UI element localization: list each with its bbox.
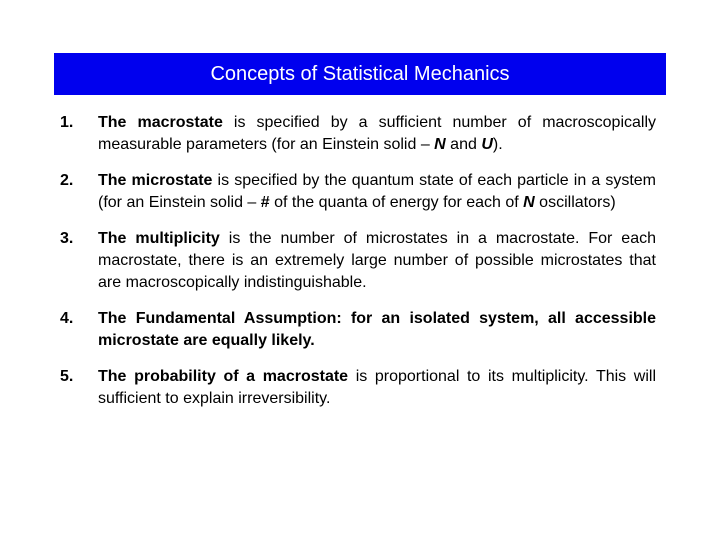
item-number: 3. [60,230,74,247]
item-number: 1. [60,114,74,131]
item-number: 5. [60,368,74,385]
item-text-part: The multiplicity [98,230,220,247]
item-text-part: N [434,136,446,153]
item-number: 2. [60,172,74,189]
item-text-part: N [523,194,535,211]
item-text-part: The Fundamental Assumption: for an isolated system, all accessible microstate are equally likely. [98,310,656,349]
slide-title: Concepts of Statistical Mechanics [210,62,510,85]
item-text-part: is proportional to its multiplicity. This will sufficient to explain irreversibility. [98,368,656,407]
list-item [60,308,656,352]
concept-list [60,112,656,424]
slide-title-bar [54,53,666,95]
item-text-part: The microstate [98,172,213,189]
item-text-part: and [445,136,482,153]
item-number: 4. [60,310,74,327]
item-text-part: of the quanta of energy for each of [269,194,524,211]
list-item [60,366,656,410]
list-item [60,228,656,294]
item-text-part: oscillators) [534,194,616,211]
item-text-part: is specified by the quantum state of each particle in a system (for an Einstein solid – [98,172,657,211]
item-text [98,170,656,214]
item-text [98,366,656,410]
item-text-part: The macrostate [98,114,223,131]
item-text-part: # [260,194,270,211]
item-text-part: The probability of a macrostate [98,368,349,385]
item-text-part: U [481,136,493,153]
item-text-part: is specified by a sufficient number of macroscopically measurable parameters (for an Einstein solid – [98,114,657,153]
item-text [98,308,656,352]
list-item [60,170,656,214]
item-text [98,228,656,294]
list-item [60,112,656,156]
item-text [98,112,656,156]
item-text-part: is the number of microstates in a macrostate. For each macrostate, there is an extremely large number of possible microstates that are macroscopically indistinguishable. [98,230,657,291]
item-text-part: ). [492,136,503,153]
